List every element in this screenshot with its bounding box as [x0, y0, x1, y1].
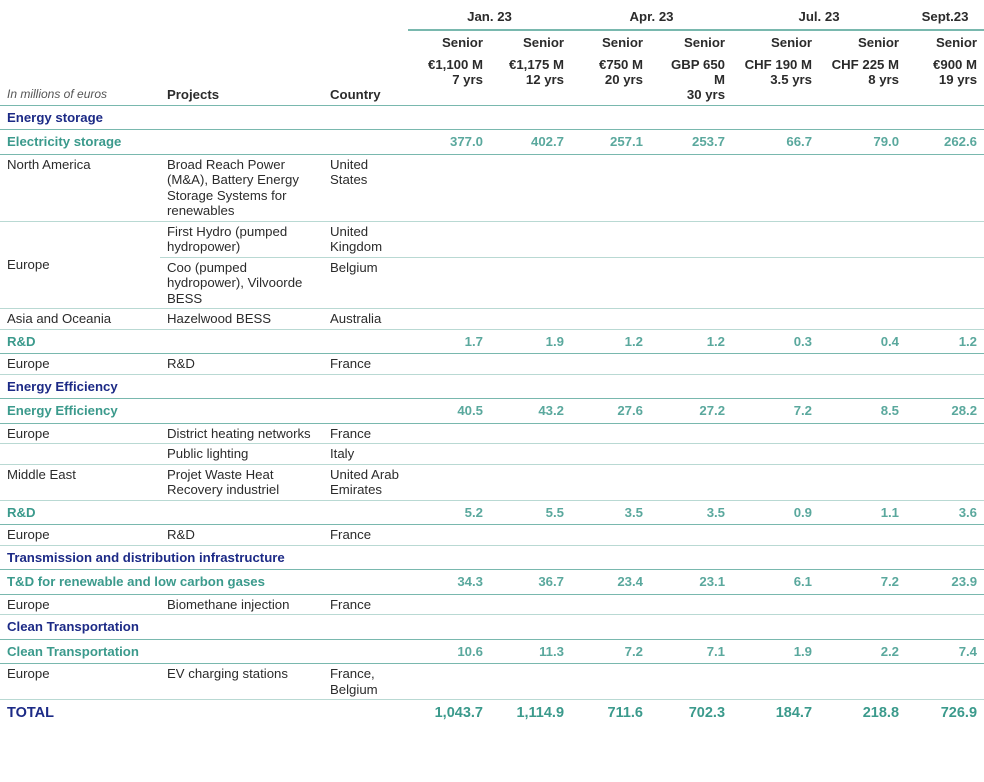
region-cell: Europe — [0, 664, 160, 700]
total-label: TOTAL — [0, 700, 408, 726]
project-cell: Coo (pumped hydropower), Vilvoorde BESS — [160, 257, 323, 309]
bond-tenor: 20 yrs — [604, 71, 644, 87]
date-apr-23: Apr. 23 — [571, 0, 732, 30]
project-cell: Projet Waste Heat Recovery industriel — [160, 464, 323, 500]
region-cell: Europe — [0, 354, 160, 375]
project-row — [0, 309, 984, 330]
category-label: T&D for renewable and low carbon gases — [0, 570, 408, 595]
value-cell: 184.7 — [732, 700, 819, 726]
category-label: Electricity storage — [0, 130, 408, 155]
value-cell: 7.2 — [819, 570, 906, 595]
date-header-row — [0, 0, 984, 30]
category-row — [0, 570, 984, 595]
project-cell: EV charging stations — [160, 664, 323, 700]
value-cell: 711.6 — [571, 700, 650, 726]
category-row — [0, 639, 984, 664]
country-cell: Belgium — [323, 257, 408, 309]
category-row — [0, 329, 984, 354]
value-cell: 8.5 — [819, 399, 906, 424]
country-cell: United States — [323, 154, 408, 221]
project-cell: Broad Reach Power (M&A), Battery Energy Storage Systems for renewables — [160, 154, 323, 221]
bond-tenor: 30 yrs — [686, 86, 726, 102]
bond-rank: Senior — [601, 34, 644, 50]
bond-rank: Senior — [935, 34, 978, 50]
value-cell: 1.2 — [650, 329, 732, 354]
region-cell: Europe — [0, 221, 160, 309]
value-cell: 7.1 — [650, 639, 732, 664]
project-row — [0, 464, 984, 500]
unit-label: In millions of euros — [7, 86, 108, 101]
value-cell: 1.2 — [571, 329, 650, 354]
region-cell: Asia and Oceania — [0, 309, 160, 330]
project-row — [0, 664, 984, 700]
bond-header — [906, 53, 984, 106]
project-row — [0, 525, 984, 546]
value-cell: 5.5 — [490, 500, 571, 525]
value-cell: 23.9 — [906, 570, 984, 595]
value-cell: 43.2 — [490, 399, 571, 424]
value-cell: 218.8 — [819, 700, 906, 726]
column-header-row — [0, 53, 984, 106]
value-cell: 1.1 — [819, 500, 906, 525]
category-row — [0, 500, 984, 525]
section-energy-storage: Energy storage — [7, 109, 104, 125]
bond-rank: Senior — [683, 34, 726, 50]
project-row — [0, 154, 984, 221]
country-cell: France, Belgium — [323, 664, 408, 700]
category-label: Clean Transportation — [0, 639, 408, 664]
value-cell: 726.9 — [906, 700, 984, 726]
bond-tenor: 12 yrs — [525, 71, 565, 87]
value-cell: 66.7 — [732, 130, 819, 155]
category-row — [0, 399, 984, 424]
country-cell: France — [323, 525, 408, 546]
project-row — [0, 221, 984, 257]
section-clean-transport: Clean Transportation — [7, 619, 139, 634]
bond-tenor: 7 yrs — [452, 71, 483, 87]
value-cell: 11.3 — [490, 639, 571, 664]
project-cell: R&D — [160, 525, 323, 546]
region-cell: Europe — [0, 594, 160, 615]
total-row — [0, 700, 984, 726]
value-cell: 23.1 — [650, 570, 732, 595]
value-cell: 10.6 — [408, 639, 490, 664]
country-cell: Australia — [323, 309, 408, 330]
value-cell: 7.2 — [571, 639, 650, 664]
bond-amount: CHF 225 M — [831, 56, 900, 72]
value-cell: 1.2 — [906, 329, 984, 354]
section-transmission: Transmission and distribution infrastructure — [7, 549, 285, 565]
bond-header — [650, 53, 732, 106]
bond-amount: €1,175 M — [509, 56, 565, 72]
value-cell: 34.3 — [408, 570, 490, 595]
section-row — [0, 545, 984, 570]
category-row — [0, 130, 984, 155]
value-cell: 257.1 — [571, 130, 650, 155]
value-cell: 262.6 — [906, 130, 984, 155]
value-cell: 1,114.9 — [490, 700, 571, 726]
section-row — [0, 105, 984, 130]
value-cell: 1.7 — [408, 329, 490, 354]
country-cell: France — [323, 354, 408, 375]
region-cell: Europe — [0, 525, 160, 546]
value-cell: 1.9 — [490, 329, 571, 354]
category-label: R&D — [0, 500, 408, 525]
project-cell: Public lighting — [160, 444, 323, 465]
col-country-label: Country — [323, 53, 408, 106]
date-jan-23: Jan. 23 — [408, 0, 571, 30]
region-cell: Europe — [0, 423, 160, 444]
section-row — [0, 615, 984, 640]
value-cell: 6.1 — [732, 570, 819, 595]
project-cell: First Hydro (pumped hydropower) — [160, 221, 323, 257]
bond-rank: Senior — [857, 34, 900, 50]
rank-header-row — [0, 30, 984, 53]
value-cell: 2.2 — [819, 639, 906, 664]
project-row — [0, 423, 984, 444]
bond-header — [571, 53, 650, 106]
value-cell: 702.3 — [650, 700, 732, 726]
country-cell: France — [323, 594, 408, 615]
value-cell: 1,043.7 — [408, 700, 490, 726]
value-cell: 253.7 — [650, 130, 732, 155]
bond-amount: €900 M — [933, 56, 978, 72]
project-cell: Biomethane injection — [160, 594, 323, 615]
region-cell: North America — [0, 154, 160, 221]
bond-rank: Senior — [522, 34, 565, 50]
category-label: Energy Efficiency — [0, 399, 408, 424]
value-cell: 36.7 — [490, 570, 571, 595]
bond-header — [408, 53, 490, 106]
value-cell: 40.5 — [408, 399, 490, 424]
value-cell: 377.0 — [408, 130, 490, 155]
region-cell: Middle East — [0, 464, 160, 500]
bond-rank: Senior — [441, 34, 483, 50]
col-projects-label: Projects — [160, 53, 323, 106]
bond-tenor: 3.5 yrs — [770, 71, 813, 87]
bond-amount: €750 M — [599, 56, 644, 72]
value-cell: 0.3 — [732, 329, 819, 354]
value-cell: 3.5 — [650, 500, 732, 525]
project-row — [0, 444, 984, 465]
value-cell: 79.0 — [819, 130, 906, 155]
section-energy-efficiency: Energy Efficiency — [7, 378, 118, 394]
value-cell: 27.2 — [650, 399, 732, 424]
country-cell: United Arab Emirates — [323, 464, 408, 500]
bond-rank: Senior — [770, 34, 813, 50]
bond-tenor: 8 yrs — [868, 71, 900, 87]
bond-header — [819, 53, 906, 106]
value-cell: 3.5 — [571, 500, 650, 525]
section-row — [0, 374, 984, 399]
value-cell: 23.4 — [571, 570, 650, 595]
bond-amount: CHF 190 M — [744, 56, 813, 72]
project-row — [0, 594, 984, 615]
project-cell: District heating networks — [160, 423, 323, 444]
value-cell: 5.2 — [408, 500, 490, 525]
value-cell: 1.9 — [732, 639, 819, 664]
value-cell: 402.7 — [490, 130, 571, 155]
date-jul-23: Jul. 23 — [732, 0, 906, 30]
country-cell: Italy — [323, 444, 408, 465]
date-sept-23: Sept.23 — [906, 0, 984, 30]
value-cell: 27.6 — [571, 399, 650, 424]
bond-amount: GBP 650 M — [671, 56, 726, 87]
bond-header — [490, 53, 571, 106]
value-cell: 7.4 — [906, 639, 984, 664]
bond-amount: €1,100 M — [428, 56, 483, 72]
value-cell: 7.2 — [732, 399, 819, 424]
project-cell: R&D — [160, 354, 323, 375]
bond-header — [732, 53, 819, 106]
value-cell: 28.2 — [906, 399, 984, 424]
value-cell: 0.9 — [732, 500, 819, 525]
project-cell: Hazelwood BESS — [160, 309, 323, 330]
bond-tenor: 19 yrs — [938, 71, 978, 87]
country-cell: United Kingdom — [323, 221, 408, 257]
value-cell: 0.4 — [819, 329, 906, 354]
country-cell: France — [323, 423, 408, 444]
project-row — [0, 354, 984, 375]
category-label: R&D — [0, 329, 408, 354]
value-cell: 3.6 — [906, 500, 984, 525]
